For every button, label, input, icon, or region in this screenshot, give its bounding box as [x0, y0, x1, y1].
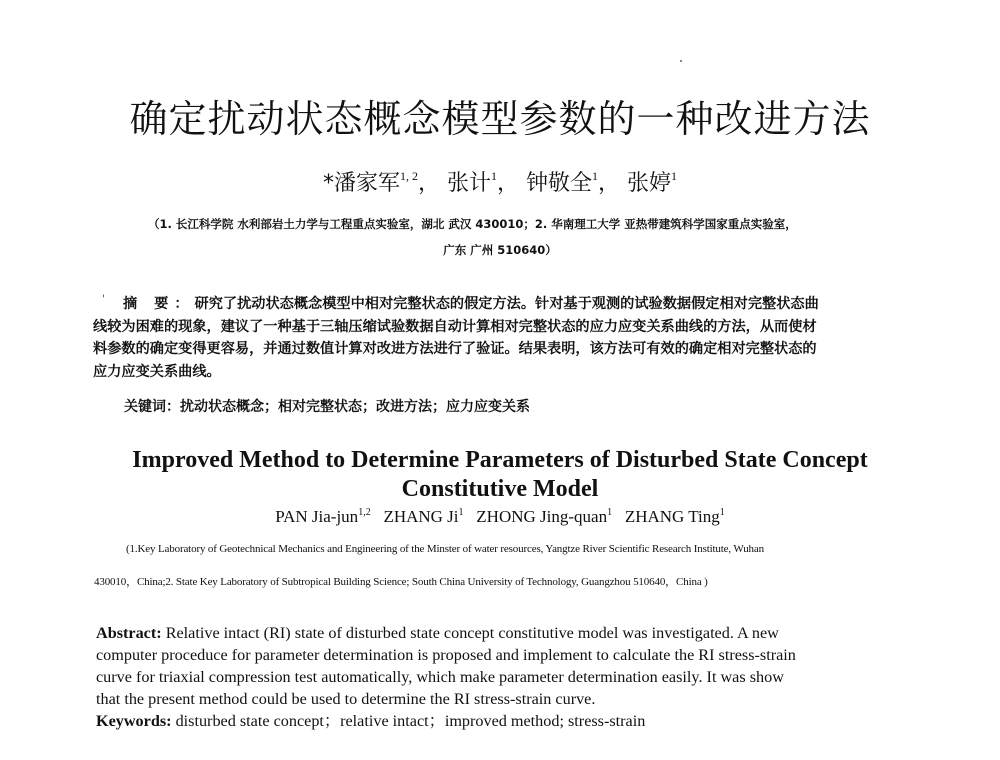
author-name: 张计 [446, 171, 491, 196]
abstract-line: 应力应变关系曲线。 [93, 363, 221, 380]
author-name: 钟敬全 [526, 171, 593, 196]
chinese-keywords [124, 396, 530, 416]
abstract-text: 研究了扰动状态概念模型中相对完整状态的假定方法。针对基于观测的试验数据假定相对完整状态曲 [194, 296, 819, 312]
author-separator: ， [417, 171, 440, 196]
author-name: 张婷 [627, 171, 672, 196]
keywords-label: Keywords: [96, 712, 172, 730]
keywords-label: 关键词： [124, 399, 180, 415]
chinese-abstract [93, 293, 893, 383]
scan-mark: ' [102, 294, 105, 305]
chinese-affiliation-line-1: （1. 长江科学院 水利部岩土力学与工程重点实验室，湖北 武汉 430010；2. 华南理工大学 亚热带建筑科学国家重点实验室， [148, 217, 797, 231]
abstract-line [93, 293, 893, 316]
author-affiliation-mark: 1 [592, 169, 599, 183]
chinese-affiliation-line-2: 广东 广州 510640） [443, 243, 557, 257]
author-name: ZHANG Ting [624, 507, 720, 526]
abstract-text: Relative intact (RI) state of disturbed state concept constitutive model was investigated. A new [161, 624, 779, 642]
keywords-line [96, 710, 896, 732]
author-name: ZHONG Jing-quan [476, 507, 608, 526]
author-affiliation-mark: 1,2 [358, 507, 371, 518]
english-title [0, 446, 1000, 504]
english-title-line-2: Constitutive Model [401, 476, 599, 502]
author-affiliation-mark: 1 [458, 507, 464, 518]
author-affiliation-mark: 1, 2 [399, 169, 418, 183]
abstract-label: 摘 要： [123, 296, 195, 312]
chinese-title: 确定扰动状态概念模型参数的一种改进方法 [129, 97, 871, 141]
author-name: PAN Jia-jun [275, 507, 359, 526]
english-affiliation-line-2: 430010，China;2. State Key Laboratory of Subtropical Building Science; South China University of Technology, Guangzhou 510640，China ) [94, 576, 708, 588]
english-affiliation-line-1: (1.Key Laboratory of Geotechnical Mechanics and Engineering of the Minster of water resources, Yangtze River Scientific Research Institute, Wuhan [126, 543, 764, 555]
author-affiliation-mark: 1 [607, 507, 613, 518]
keywords-text: 扰动状态概念；相对完整状态；改进方法；应力应变关系 [180, 399, 530, 415]
author-separator: ， [598, 171, 621, 196]
abstract-line: that the present method could be used to determine the RI stress-strain curve. [96, 690, 596, 708]
abstract-line [96, 622, 896, 644]
abstract-line: 料参数的确定变得更容易，并通过数值计算对改进方法进行了验证。结果表明，该方法可有效的确定相对完整状态的 [93, 341, 817, 357]
english-abstract [96, 622, 896, 732]
author-affiliation-mark: 1 [490, 169, 497, 183]
abstract-line: computer proceduce for parameter determination is proposed and implement to calculate the RI stress-strain [96, 646, 796, 664]
abstract-line: 线较为困难的现象，建议了一种基于三轴压缩试验数据自动计算相对完整状态的应力应变关系曲线的方法，从而使材 [93, 318, 817, 335]
chinese-authors [0, 166, 1000, 197]
author-separator: ， [496, 171, 519, 196]
scan-speck [680, 60, 682, 62]
author-name: ZHANG Ji [383, 507, 459, 526]
abstract-label: Abstract: [96, 624, 162, 642]
english-title-line-1: Improved Method to Determine Parameters of Disturbed State Concept [132, 447, 868, 473]
author-name: *潘家军 [322, 171, 400, 196]
abstract-line: curve for triaxial compression test automatically, which make parameter determination easily. It was show [96, 668, 784, 686]
keywords-text: disturbed state concept；relative intact；improved method; stress-strain [171, 712, 646, 730]
english-authors [0, 507, 1000, 527]
author-affiliation-mark: 1 [719, 507, 725, 518]
author-affiliation-mark: 1 [671, 169, 678, 183]
